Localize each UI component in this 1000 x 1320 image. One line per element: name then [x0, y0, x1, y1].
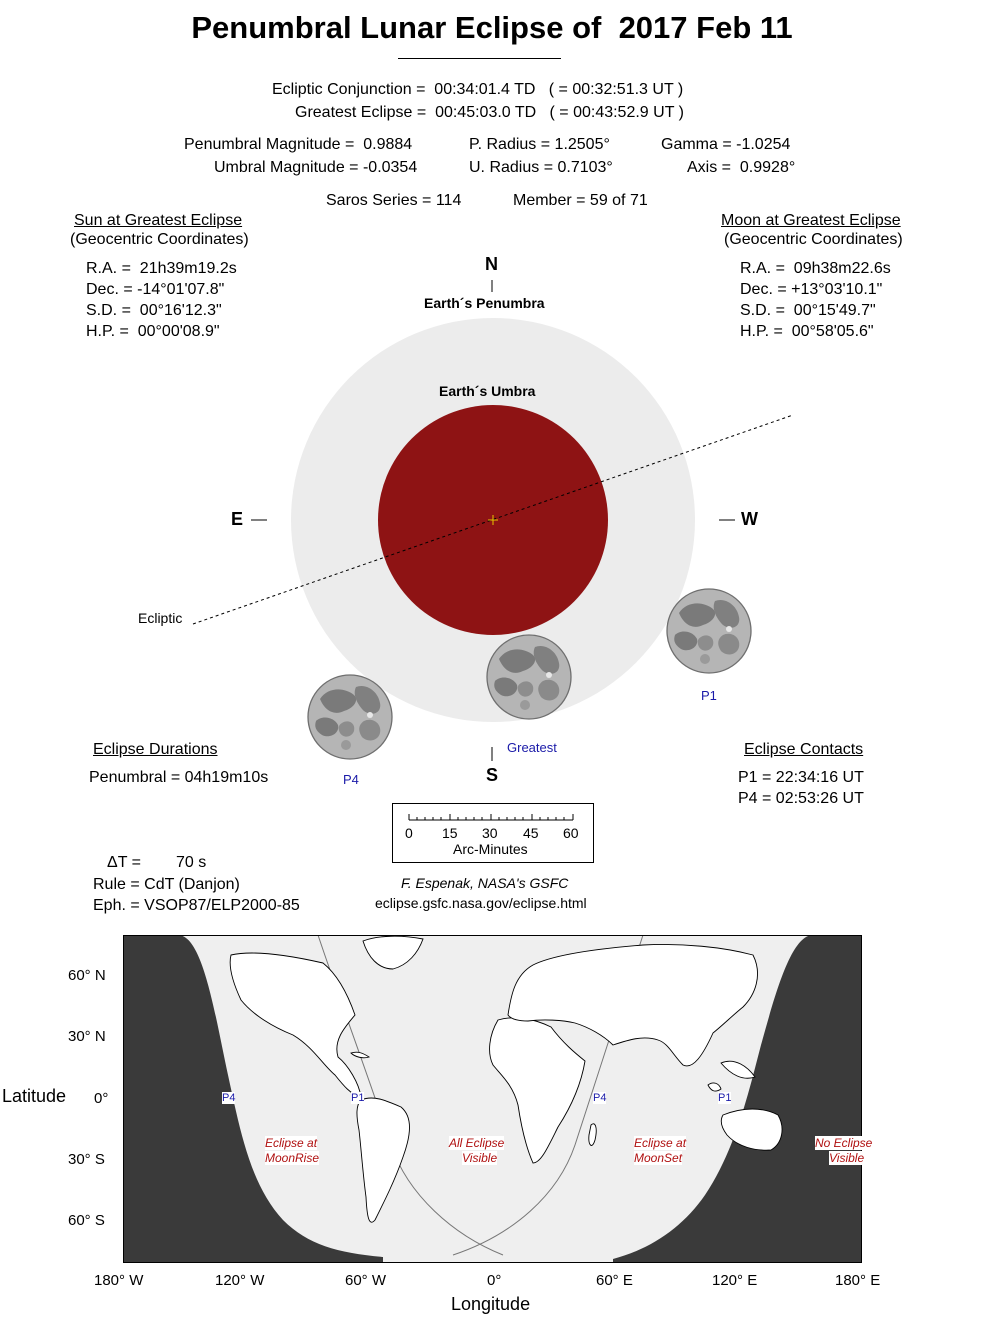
moon-heading: Moon at Greatest Eclipse [721, 212, 901, 229]
lon-tick-60e: 60° E [596, 1272, 633, 1289]
sun-sd: S.D. = 00°16'12.3" [86, 302, 222, 319]
map-p1-left: P1 [351, 1092, 365, 1104]
durations-heading: Eclipse Durations [93, 741, 218, 758]
no-eclipse-line1: No Eclipse [815, 1136, 873, 1150]
website: eclipse.gsfc.nasa.gov/eclipse.html [375, 895, 587, 911]
moonrise-region-line1: Eclipse at [265, 1136, 318, 1150]
latitude-title: Latitude [2, 1086, 67, 1106]
lon-tick-180e: 180° E [835, 1272, 881, 1289]
map-p4-right: P4 [593, 1092, 607, 1104]
moon-sd: S.D. = 00°15'49.7" [740, 302, 876, 319]
saros-series: Saros Series = 114 [326, 192, 462, 209]
scale-tick-15: 15 [442, 825, 458, 841]
moon-ra: R.A. = 09h38m22.6s [740, 260, 891, 277]
all-visible-line2: Visible [462, 1151, 498, 1165]
ephemeris: Eph. = VSOP87/ELP2000-85 [93, 897, 300, 914]
contacts-heading: Eclipse Contacts [744, 741, 864, 758]
lat-tick-30s: 30° S [68, 1151, 105, 1168]
east-label: E [231, 509, 244, 529]
ecliptic-conjunction: Ecliptic Conjunction = 00:34:01.4 TD ( = 00:32:51.3 UT ) [272, 81, 684, 98]
scale-tick-30: 30 [482, 825, 498, 841]
lat-tick-60s: 60° S [68, 1212, 105, 1229]
lat-tick-0: 0° [94, 1090, 109, 1107]
delta-t-value: 70 s [176, 854, 207, 871]
lat-tick-60n: 60° N [68, 967, 106, 984]
map-p1-right: P1 [718, 1092, 732, 1104]
sun-ra: R.A. = 21h39m19.2s [86, 260, 237, 277]
p1-label: P1 [701, 688, 717, 703]
greatest-eclipse-time: Greatest Eclipse = 00:45:03.0 TD ( = 00:43:52.9 UT ) [295, 104, 684, 121]
moonset-region-line2: MoonSet [634, 1151, 683, 1165]
saros-member: Member = 59 of 71 [513, 192, 648, 209]
contact-p4: P4 = 02:53:26 UT [738, 790, 864, 807]
moon-greatest [487, 635, 571, 719]
south-label: S [486, 765, 499, 785]
p-radius: P. Radius = 1.2505° [469, 136, 610, 153]
longitude-title: Longitude [451, 1294, 531, 1314]
moon-subheading: (Geocentric Coordinates) [724, 231, 903, 248]
page-title: Penumbral Lunar Eclipse of 2017 Feb 11 [191, 10, 793, 45]
greatest-label: Greatest [507, 740, 557, 755]
sun-heading: Sun at Greatest Eclipse [74, 212, 243, 229]
scale-tick-45: 45 [523, 825, 539, 841]
scale-tick-0: 0 [405, 825, 413, 841]
lon-tick-180w: 180° W [94, 1272, 144, 1289]
delta-t-label: ΔT = [107, 854, 141, 871]
ecliptic-label: Ecliptic [138, 610, 183, 626]
u-radius: U. Radius = 0.7103° [469, 159, 613, 176]
lon-tick-0: 0° [487, 1272, 502, 1289]
scale-tick-60: 60 [563, 825, 579, 841]
all-visible-line1: All Eclipse [449, 1136, 505, 1150]
gamma: Gamma = -1.0254 [661, 136, 791, 153]
credit: F. Espenak, NASA's GSFC [401, 875, 569, 891]
penumbra-label: Earth´s Penumbra [424, 295, 545, 311]
moon-p1 [667, 589, 751, 673]
rule: Rule = CdT (Danjon) [93, 876, 240, 893]
moonrise-region-line2: MoonRise [265, 1151, 320, 1165]
penumbral-magnitude: Penumbral Magnitude = 0.9884 [184, 136, 413, 153]
sun-subheading: (Geocentric Coordinates) [70, 231, 249, 248]
moon-dec: Dec. = +13°03'10.1" [740, 281, 883, 298]
moon-p4 [308, 675, 392, 759]
lon-tick-60w: 60° W [345, 1272, 387, 1289]
axis: Axis = 0.9928° [687, 159, 796, 176]
no-eclipse-line2: Visible [829, 1151, 865, 1165]
north-label: N [485, 254, 498, 274]
lat-tick-30n: 30° N [68, 1028, 106, 1045]
lon-tick-120w: 120° W [215, 1272, 265, 1289]
moonset-region-line1: Eclipse at [634, 1136, 687, 1150]
sun-dec: Dec. = -14°01'07.8" [86, 281, 225, 298]
contact-p1: P1 = 22:34:16 UT [738, 769, 864, 786]
umbra-label: Earth´s Umbra [439, 383, 536, 399]
p4-label: P4 [343, 772, 359, 787]
map-p4-left: P4 [222, 1092, 236, 1104]
scale-label: Arc-Minutes [453, 841, 528, 857]
west-label: W [741, 509, 758, 529]
umbral-magnitude: Umbral Magnitude = -0.0354 [214, 159, 418, 176]
lon-tick-120e: 120° E [712, 1272, 758, 1289]
penumbral-duration: Penumbral = 04h19m10s [89, 769, 269, 786]
arc-minute-scale [392, 803, 594, 863]
moon-hp: H.P. = 00°58'05.6" [740, 323, 874, 340]
sun-hp: H.P. = 00°00'08.9" [86, 323, 220, 340]
